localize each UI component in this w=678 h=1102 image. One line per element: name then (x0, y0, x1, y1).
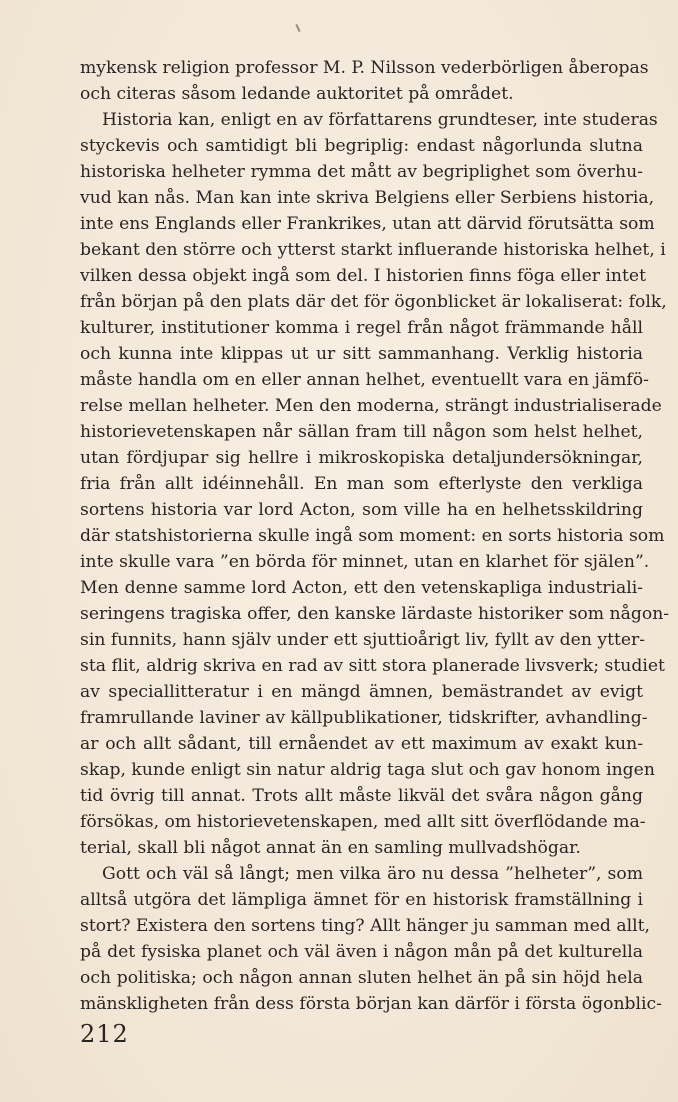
text-line: från början på den plats där det för ögonblicket är lokaliserat: folk, (80, 292, 667, 312)
text-line: Historia kan, enligt en av författarens grundteser, inte studeras (102, 110, 658, 130)
text-line: vilken dessa objekt ingå som del. I historien finns föga eller intet (80, 266, 646, 286)
text-line: där statshistorierna skulle ingå som moment: en sorts historia som (80, 526, 665, 546)
text-line: seringens tragiska offer, den kanske lärdaste historiker som någon- (80, 604, 670, 624)
text-line: tid övrig till annat. Trots allt måste likväl det svåra någon gång (80, 786, 643, 806)
text-line: ar och allt sådant, till ernåendet av ett maximum av exakt kun- (80, 734, 643, 754)
text-line: bekant den större och ytterst starkt influerande historiska helhet, i (80, 240, 666, 260)
text-line: terial, skall bli något annat än en samling mullvadshögar. (80, 838, 581, 858)
text-line: och kunna inte klippas ut ur sitt sammanhang. Verklig historia (80, 344, 643, 364)
text-line: Gott och väl så långt; men vilka äro nu dessa ”helheter”, som (102, 864, 643, 884)
text-line: stort? Existera den sortens ting? Allt hänger ju samman med allt, (80, 916, 650, 936)
page-number: 212 (80, 1020, 129, 1048)
text-line: sin funnits, hann själv under ett sjuttioårigt liv, fyllt av den ytter- (80, 630, 646, 650)
ink-mark (295, 24, 300, 32)
text-line: försökas, om historievetenskapen, med allt sitt överflödande ma- (80, 812, 646, 832)
body-text (80, 55, 670, 1017)
text-line: alltså utgöra det lämpliga ämnet för en historisk framställning i (80, 890, 643, 910)
text-line: historiska helheter rymma det mått av begriplighet som överhu- (80, 162, 643, 182)
text-line: historievetenskapen når sällan fram till någon som helst helhet, (80, 422, 643, 442)
text-line: framrullande laviner av källpublikationer, tidskrifter, avhandling- (80, 708, 648, 728)
text-line: och politiska; och någon annan sluten helhet än på sin höjd hela (80, 968, 643, 988)
text-line: styckevis och samtidigt bli begriplig: endast någorlunda slutna (80, 136, 643, 156)
text-line: på det fysiska planet och väl även i någon mån på det kulturella (80, 942, 643, 962)
text-line: fria från allt idéinnehåll. En man som efterlyste den verkliga (80, 474, 643, 494)
text-line: sortens historia var lord Acton, som ville ha en helhetsskildring (80, 500, 643, 520)
text-line: måste handla om en eller annan helhet, eventuellt vara en jämfö- (80, 370, 649, 390)
text-line: sta flit, aldrig skriva en rad av sitt stora planerade livsverk; studiet (80, 656, 665, 676)
text-line: utan fördjupar sig hellre i mikroskopiska detaljundersökningar, (80, 448, 643, 468)
text-line: inte skulle vara ”en börda för minnet, utan en klarhet för själen”. (80, 552, 650, 572)
text-line: Men denne samme lord Acton, ett den vetenskapliga industriali- (80, 578, 643, 598)
text-line: inte ens Englands eller Frankrikes, utan att därvid förutsätta som (80, 214, 655, 234)
text-line: relse mellan helheter. Men den moderna, strängt industrialiserade (80, 396, 662, 416)
text-line: mänskligheten från dess första början kan därför i första ögonblic- (80, 994, 662, 1014)
text-line: skap, kunde enligt sin natur aldrig taga slut och gav honom ingen (80, 760, 655, 780)
text-line: av speciallitteratur i en mängd ämnen, bemästrandet av evigt (80, 682, 643, 702)
text-line: vud kan nås. Man kan inte skriva Belgiens eller Serbiens historia, (80, 188, 655, 208)
text-line: mykensk religion professor M. P. Nilsson vederbörligen åberopas (80, 58, 649, 78)
text-line: kulturer, institutioner komma i regel från något främmande håll (80, 318, 643, 338)
text-line: och citeras såsom ledande auktoritet på området. (80, 84, 514, 104)
